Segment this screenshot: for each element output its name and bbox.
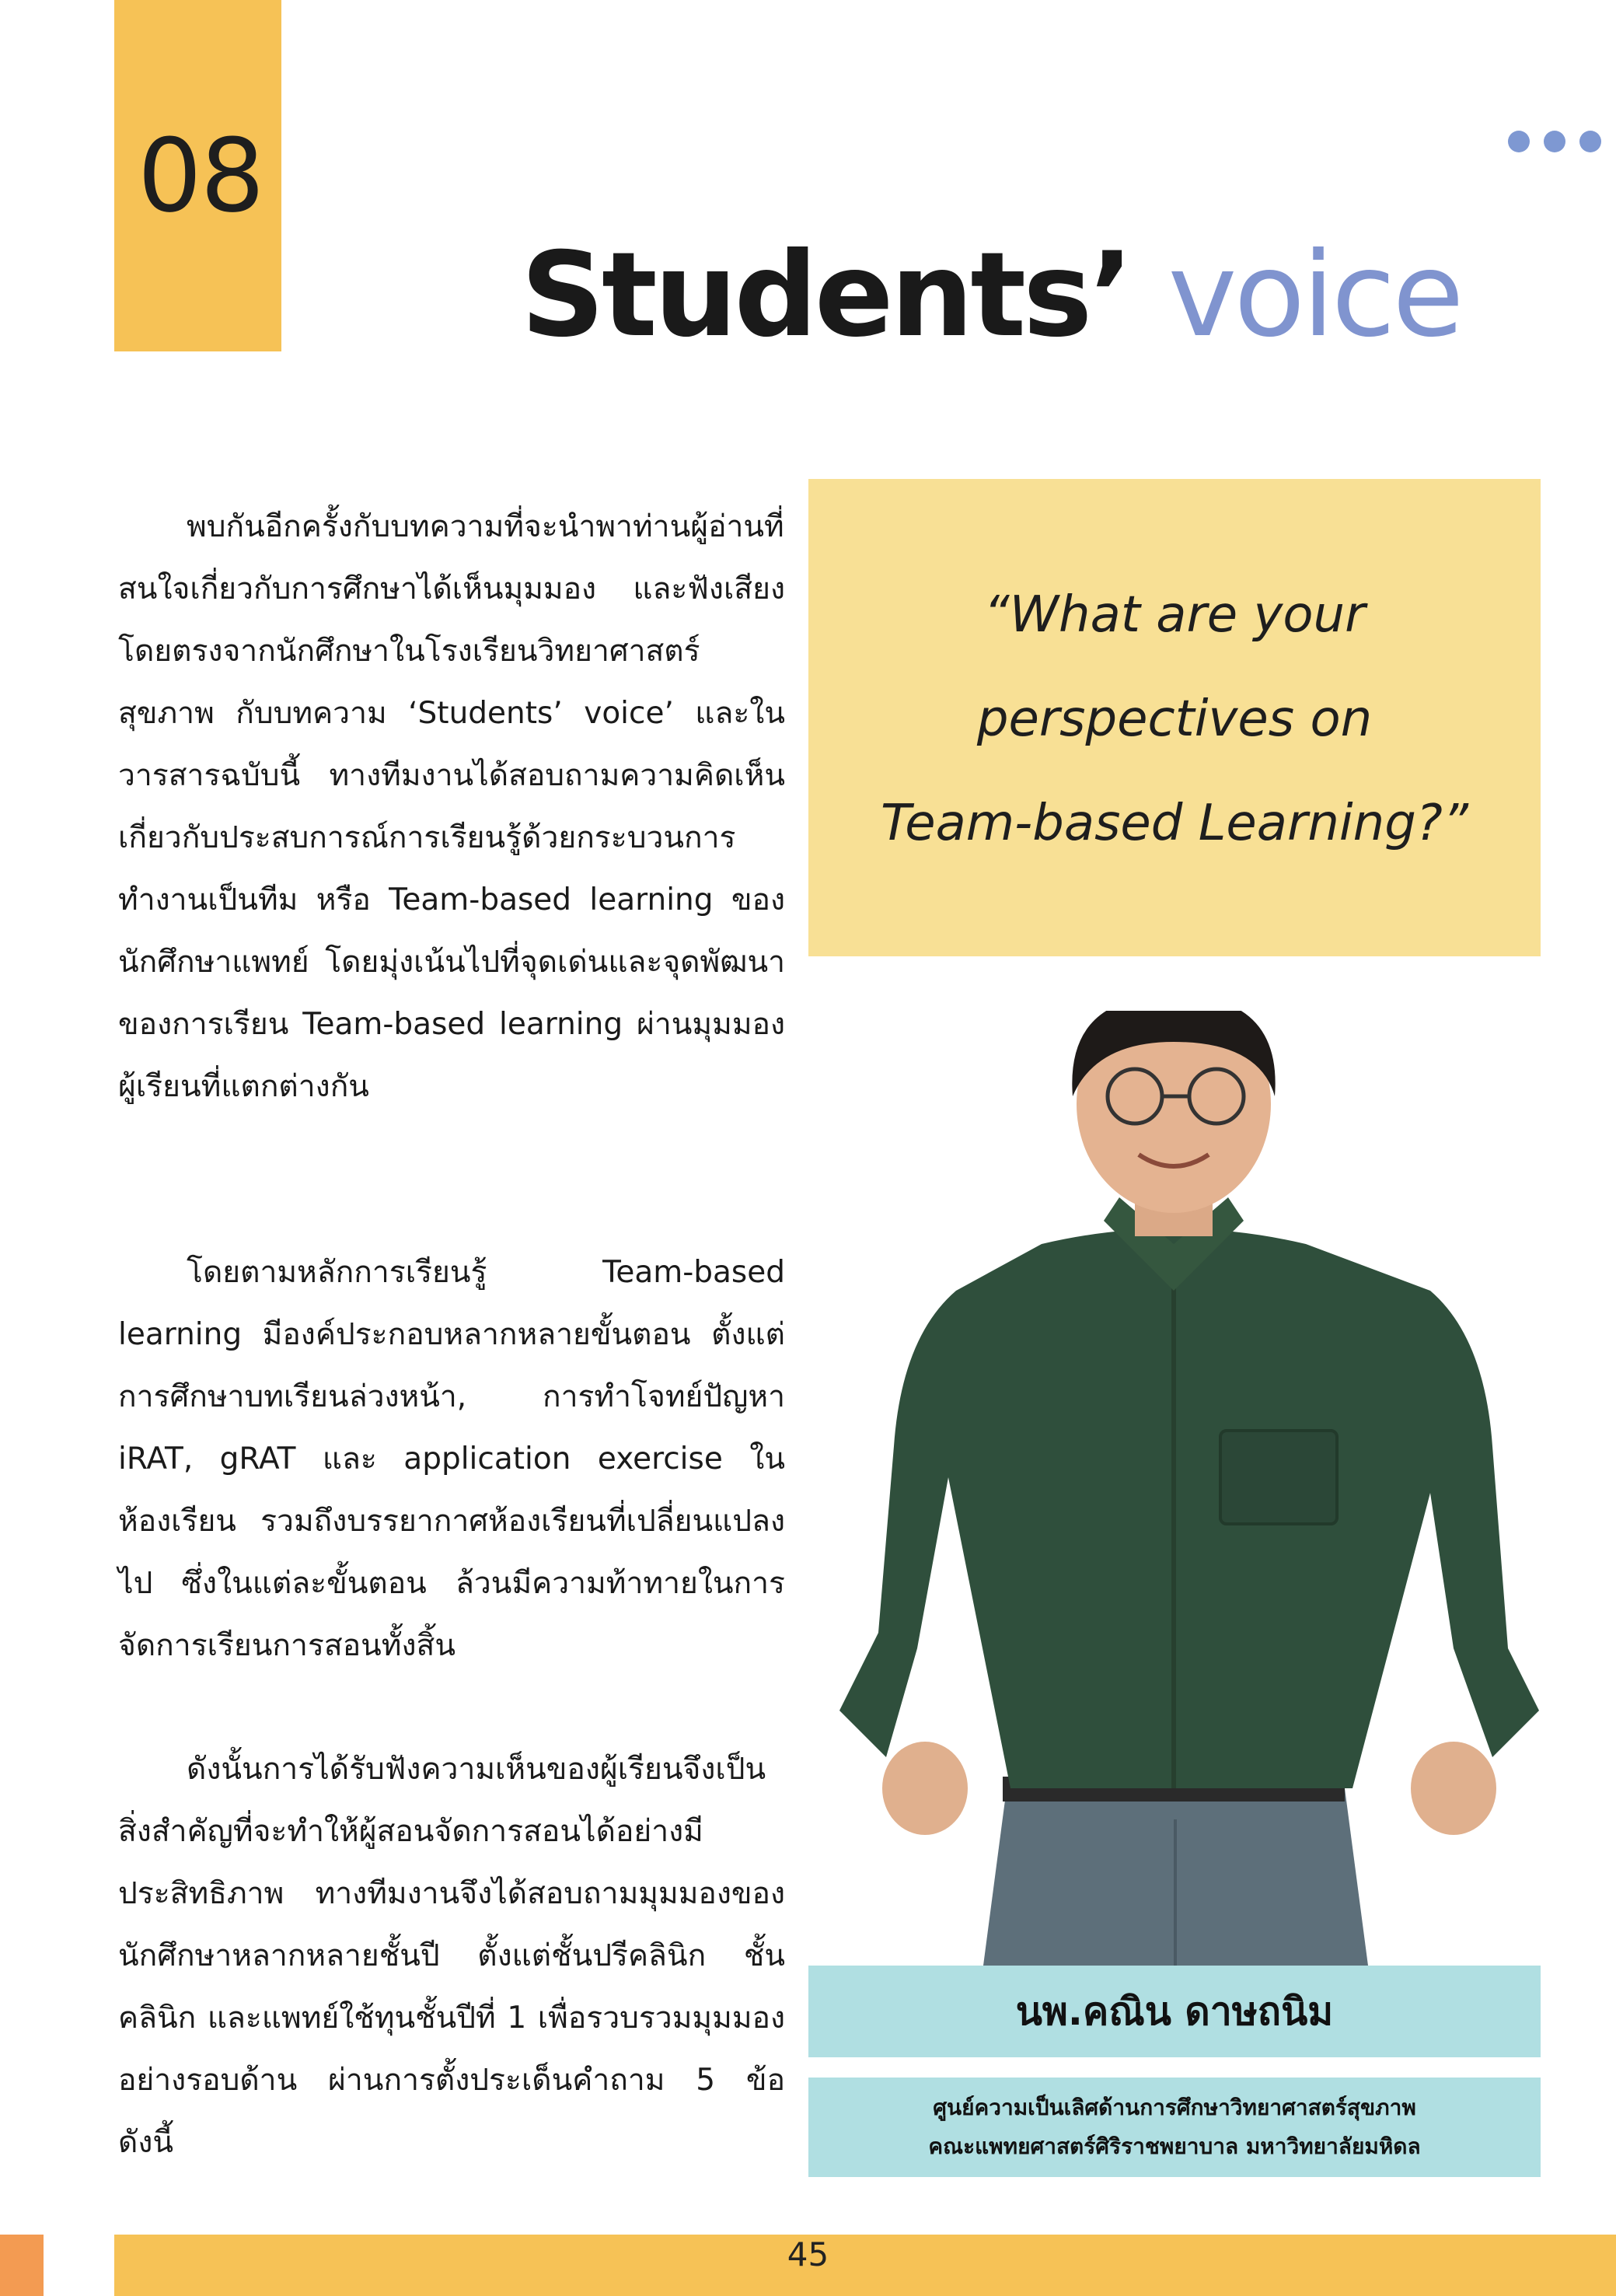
student-portrait-photo xyxy=(808,1011,1541,1966)
affiliation-line-1: ศูนย์ความเป็นเลิศด้านการศึกษาวิทยาศาสตร์สุขภาพ xyxy=(933,2095,1416,2120)
person-name: นพ.คณิน ดาษถนิม xyxy=(1015,1988,1334,2034)
section-number-block xyxy=(114,0,281,351)
quote-line-3: Team-based Learning?” xyxy=(881,795,1468,852)
person-name-box xyxy=(808,1966,1541,2057)
quote-box xyxy=(808,479,1541,956)
quote-text xyxy=(808,563,1541,875)
intro-paragraph-3 xyxy=(118,1739,785,2174)
intro-text-1: พบกันอีกครั้งกับบทความที่จะนำพาท่านผู้อ่านที่สนใจเกี่ยวกับการศึกษาได้เห็นมุมมอง และฟังเสียงโดยตรงจากนักศึกษาในโรงเรียนวิทยาศาสตร์สุขภาพ กับบทความ ‘Students’ voice’ และในวารสารฉบับนี้ ทางทีมงานได้สอบถามความคิดเห็นเกี่ยวกับประสบการณ์การเรียนรู้ด้วยกระบวนการทำงานเป็นทีม หรือ Team-based learning ของนักศึกษาแพทย์ โดยมุ่งเน้นไปที่จุดเด่นและจุดพัฒนาของการเรียน Team-based learning ผ่านมุมมองผู้เรียนที่แตกต่างกัน xyxy=(118,509,785,1104)
dot-2 xyxy=(1544,131,1565,152)
affiliation-line-2: คณะแพทยศาสตร์ศิริราชพยาบาล มหาวิทยาลัยมหิดล xyxy=(928,2133,1421,2159)
dot-3 xyxy=(1579,131,1601,152)
dot-1 xyxy=(1508,131,1530,152)
section-number: 08 xyxy=(138,117,264,235)
decorative-dots xyxy=(1508,131,1601,152)
intro-paragraph-1 xyxy=(118,496,785,1118)
person-affiliation-box xyxy=(808,2078,1541,2177)
title-part-2: voice xyxy=(1167,228,1461,363)
quote-line-2: perspectives on xyxy=(976,690,1373,748)
intro-text-3: ดังนั้นการได้รับฟังความเห็นของผู้เรียนจึงเป็นสิ่งสำคัญที่จะทำให้ผู้สอนจัดการสอนได้อย่างมีประสิทธิภาพ ทางทีมงานจึงได้สอบถามมุมมองของนักศึกษาหลากหลายชั้นปี ตั้งแต่ชั้นปรีคลินิก ชั้นคลินิก และแพทย์ใช้ทุนชั้นปีที่ 1 เพื่อรวบรวมมุมมองอย่างรอบด้าน ผ่านการตั้งประเด็นคำถาม 5 ข้อ ดังนี้ xyxy=(118,1752,785,2160)
page-title xyxy=(521,228,1461,363)
intro-text-2: โดยตามหลักการเรียนรู้ Team-based learning มีองค์ประกอบหลากหลายขั้นตอน ตั้งแต่การศึกษาบทเรียนล่วงหน้า, การทำโจทย์ปัญหา iRAT, gRAT และ application exercise ในห้องเรียน รวมถึงบรรยากาศห้องเรียนที่เปลี่ยนแปลงไป ซึ่งในแต่ละขั้นตอน ล้วนมีความท้าทายในการจัดการเรียนการสอนทั้งสิ้น xyxy=(118,1255,785,1663)
page-number: 45 xyxy=(787,2235,829,2273)
intro-paragraph-2 xyxy=(118,1242,785,1677)
quote-line-1: “What are your xyxy=(983,586,1366,644)
title-part-1: Students’ xyxy=(521,228,1131,363)
